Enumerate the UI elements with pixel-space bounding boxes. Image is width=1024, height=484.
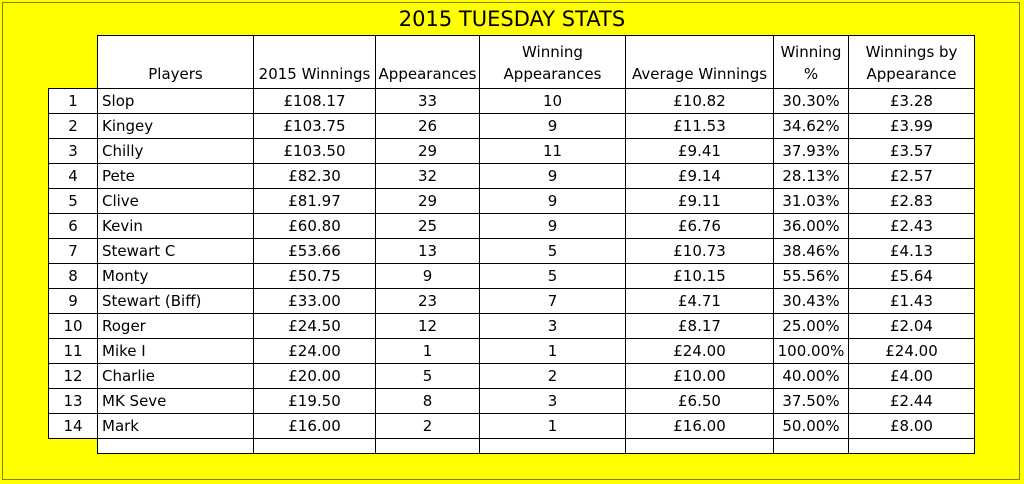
rank-cell: 12 <box>49 364 98 389</box>
header-row <box>49 36 975 89</box>
winnings-cell: £50.75 <box>254 264 376 289</box>
winnings-cell: £53.66 <box>254 239 376 264</box>
winnings-by-appearance-cell: £3.57 <box>849 139 975 164</box>
empty-cell <box>480 439 626 454</box>
player-cell: Stewart (Biff) <box>98 289 254 314</box>
header-winning-appearances: Winning Appearances <box>480 36 626 89</box>
winning-appearances-cell: 9 <box>480 214 626 239</box>
appearances-cell: 12 <box>376 314 480 339</box>
winnings-cell: £19.50 <box>254 389 376 414</box>
player-cell: Roger <box>98 314 254 339</box>
appearances-cell: 1 <box>376 339 480 364</box>
empty-cell <box>254 439 376 454</box>
player-cell: Kingey <box>98 114 254 139</box>
table-row <box>49 289 975 314</box>
player-cell: Clive <box>98 189 254 214</box>
average-winnings-cell: £16.00 <box>626 414 774 439</box>
winning-pct-cell: 55.56% <box>774 264 849 289</box>
winning-appearances-cell: 2 <box>480 364 626 389</box>
rank-cell: 5 <box>49 189 98 214</box>
winning-appearances-cell: 9 <box>480 164 626 189</box>
header-corner <box>49 36 98 89</box>
winnings-cell: £82.30 <box>254 164 376 189</box>
winning-pct-cell: 31.03% <box>774 189 849 214</box>
rank-cell: 8 <box>49 264 98 289</box>
winning-pct-cell: 38.46% <box>774 239 849 264</box>
player-cell: Monty <box>98 264 254 289</box>
header-winnings: 2015 Winnings <box>254 36 376 89</box>
winnings-by-appearance-cell: £2.44 <box>849 389 975 414</box>
winning-pct-cell: 28.13% <box>774 164 849 189</box>
table-row <box>49 214 975 239</box>
rank-cell: 3 <box>49 139 98 164</box>
appearances-cell: 26 <box>376 114 480 139</box>
table-row <box>49 414 975 439</box>
table-row <box>49 264 975 289</box>
winning-appearances-cell: 1 <box>480 339 626 364</box>
winnings-by-appearance-cell: £2.57 <box>849 164 975 189</box>
winning-pct-cell: 40.00% <box>774 364 849 389</box>
page-title: 2015 TUESDAY STATS <box>398 7 626 31</box>
winning-pct-cell: 50.00% <box>774 414 849 439</box>
player-cell: Mark <box>98 414 254 439</box>
average-winnings-cell: £10.73 <box>626 239 774 264</box>
winning-appearances-cell: 10 <box>480 89 626 114</box>
appearances-cell: 32 <box>376 164 480 189</box>
average-winnings-cell: £4.71 <box>626 289 774 314</box>
table-row <box>49 139 975 164</box>
winning-appearances-cell: 11 <box>480 139 626 164</box>
appearances-cell: 33 <box>376 89 480 114</box>
player-cell: Mike I <box>98 339 254 364</box>
stats-table-body <box>49 36 975 454</box>
average-winnings-cell: £10.15 <box>626 264 774 289</box>
average-winnings-cell: £10.00 <box>626 364 774 389</box>
table-row <box>49 114 975 139</box>
appearances-cell: 2 <box>376 414 480 439</box>
average-winnings-cell: £9.41 <box>626 139 774 164</box>
winning-pct-cell: 34.62% <box>774 114 849 139</box>
player-cell: Chilly <box>98 139 254 164</box>
winning-pct-cell: 25.00% <box>774 314 849 339</box>
appearances-cell: 13 <box>376 239 480 264</box>
winning-appearances-cell: 5 <box>480 239 626 264</box>
winnings-by-appearance-cell: £4.13 <box>849 239 975 264</box>
table-row <box>49 389 975 414</box>
winning-appearances-cell: 3 <box>480 389 626 414</box>
winning-pct-cell: 100.00% <box>774 339 849 364</box>
winnings-by-appearance-cell: £8.00 <box>849 414 975 439</box>
appearances-cell: 25 <box>376 214 480 239</box>
winning-appearances-cell: 9 <box>480 189 626 214</box>
winnings-by-appearance-cell: £24.00 <box>849 339 975 364</box>
average-winnings-cell: £11.53 <box>626 114 774 139</box>
winnings-cell: £81.97 <box>254 189 376 214</box>
average-winnings-cell: £6.76 <box>626 214 774 239</box>
player-cell: Stewart C <box>98 239 254 264</box>
winnings-cell: £103.75 <box>254 114 376 139</box>
rank-cell: 11 <box>49 339 98 364</box>
winning-pct-cell: 37.50% <box>774 389 849 414</box>
empty-cell <box>376 439 480 454</box>
winnings-by-appearance-cell: £5.64 <box>849 264 975 289</box>
winnings-by-appearance-cell: £4.00 <box>849 364 975 389</box>
rank-cell: 10 <box>49 314 98 339</box>
header-winnings-by-appearance: Winnings by Appearance <box>849 36 975 89</box>
empty-cell <box>849 439 975 454</box>
empty-cell <box>774 439 849 454</box>
table-row <box>49 239 975 264</box>
winnings-cell: £20.00 <box>254 364 376 389</box>
winning-appearances-cell: 7 <box>480 289 626 314</box>
player-cell: Slop <box>98 89 254 114</box>
winnings-by-appearance-cell: £1.43 <box>849 289 975 314</box>
winnings-cell: £60.80 <box>254 214 376 239</box>
table-row <box>49 164 975 189</box>
winning-appearances-cell: 9 <box>480 114 626 139</box>
rank-cell: 6 <box>49 214 98 239</box>
appearances-cell: 8 <box>376 389 480 414</box>
winnings-cell: £33.00 <box>254 289 376 314</box>
winnings-cell: £24.00 <box>254 339 376 364</box>
player-cell: Charlie <box>98 364 254 389</box>
header-players: Players <box>98 36 254 89</box>
table-row <box>49 89 975 114</box>
empty-cell <box>98 439 254 454</box>
winnings-by-appearance-cell: £2.04 <box>849 314 975 339</box>
winnings-cell: £103.50 <box>254 139 376 164</box>
rank-cell: 4 <box>49 164 98 189</box>
average-winnings-cell: £9.11 <box>626 189 774 214</box>
rank-cell: 2 <box>49 114 98 139</box>
appearances-cell: 5 <box>376 364 480 389</box>
average-winnings-cell: £6.50 <box>626 389 774 414</box>
winning-pct-cell: 30.30% <box>774 89 849 114</box>
winning-appearances-cell: 3 <box>480 314 626 339</box>
average-winnings-cell: £10.82 <box>626 89 774 114</box>
appearances-cell: 29 <box>376 139 480 164</box>
appearances-cell: 29 <box>376 189 480 214</box>
rank-cell: 14 <box>49 414 98 439</box>
empty-cell <box>626 439 774 454</box>
player-cell: Kevin <box>98 214 254 239</box>
average-winnings-cell: £9.14 <box>626 164 774 189</box>
empty-row <box>49 439 975 454</box>
empty-cell <box>49 439 98 454</box>
rank-cell: 13 <box>49 389 98 414</box>
table-row <box>49 364 975 389</box>
header-winning-pct: Winning % <box>774 36 849 89</box>
winnings-cell: £108.17 <box>254 89 376 114</box>
player-cell: MK Seve <box>98 389 254 414</box>
appearances-cell: 9 <box>376 264 480 289</box>
winnings-cell: £16.00 <box>254 414 376 439</box>
winnings-by-appearance-cell: £2.83 <box>849 189 975 214</box>
winnings-by-appearance-cell: £3.99 <box>849 114 975 139</box>
header-appearances: Appearances <box>376 36 480 89</box>
winning-pct-cell: 30.43% <box>774 289 849 314</box>
average-winnings-cell: £24.00 <box>626 339 774 364</box>
winning-appearances-cell: 1 <box>480 414 626 439</box>
winnings-by-appearance-cell: £3.28 <box>849 89 975 114</box>
winning-appearances-cell: 5 <box>480 264 626 289</box>
appearances-cell: 23 <box>376 289 480 314</box>
table-row <box>49 339 975 364</box>
winning-pct-cell: 37.93% <box>774 139 849 164</box>
winnings-by-appearance-cell: £2.43 <box>849 214 975 239</box>
average-winnings-cell: £8.17 <box>626 314 774 339</box>
rank-cell: 7 <box>49 239 98 264</box>
player-cell: Pete <box>98 164 254 189</box>
stats-table <box>48 35 975 454</box>
winnings-cell: £24.50 <box>254 314 376 339</box>
rank-cell: 9 <box>49 289 98 314</box>
rank-cell: 1 <box>49 89 98 114</box>
table-row <box>49 189 975 214</box>
table-row <box>49 314 975 339</box>
header-average-winnings: Average Winnings <box>626 36 774 89</box>
winning-pct-cell: 36.00% <box>774 214 849 239</box>
